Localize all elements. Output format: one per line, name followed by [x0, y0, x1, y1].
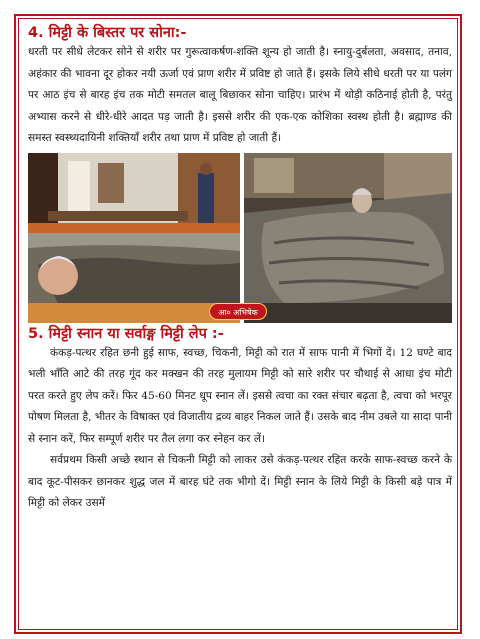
page-content — [28, 24, 452, 515]
section5-paragraph-2: सर्वप्रथम किसी अच्छे स्थान से चिकनी मिट्टी को लाकर उसे कंकड़-पत्थर रहित करके साफ-स्वच्छ करने के बाद कूट-पीसकर छानकर शुद्ध जल में बारह घंटे तक भीगो दें। मिट्टी स्नान के लिये मिट्टी के किसी बड़े पात्र में मिट्टी को लेकर उसमें — [28, 454, 452, 509]
photo-row — [28, 153, 452, 323]
mud-bath-woman-photo — [28, 153, 240, 323]
photo-credit-badge: आ० अभिषेक — [209, 303, 267, 320]
section4-paragraph: धरती पर सीधे लेटकर सोने से शरीर पर गुरूत्वाकर्षण-शक्ति शून्य हो जाती है। स्नायु-दुर्बलता, अवसाद, तनाव, अहंकार की भावना दूर होकर नयी ऊर्जा एवं प्राण शरीर में प्रविष्ट हो जाते हैं। इसके लिये सीधे धरती पर या पलंग पर आठ इंच से बारह इंच तक मोटी समतल बालू बिछाकर सोना चाहिए। प्रारंभ में थोड़ी कठिनाई होती है, परंतु अभ्यास करने से धीरे-धीरे आदत पड़ जाती है। इससे शरीर की एक-एक कोशिका स्वस्थ होती है। ब्रह्माण्ड की समस्त स्वस्थ्यदायिनी शक्तियाँ शरीर तथा प्राण में प्रविष्ट हो जाती हैं। — [28, 46, 452, 144]
section5-heading: 5. मिट्टी स्नान या सर्वाङ्ग मिट्टी लेप :- — [28, 325, 224, 342]
mud-bath-man-photo — [244, 153, 452, 323]
section4-heading: 4. मिट्टी के बिस्तर पर सोना:- — [28, 25, 187, 41]
section5-paragraph-1: कंकड़-पत्थर रहित छनी हुई साफ, स्वच्छ, चिकनी, मिट्टी को रात में साफ पानी में भिगों दें। 12 घण्टे बाद भली भाँति आटे की तरह गूंद कर मक्खन की तरह मुलायम मिट्टी को सारे शरीर पर चौथाई से आधा इंच मोटी परत करते हुए लेप करें। फिर 45-60 मिनट धूप स्नान लें। इससे त्वचा का रक्त संचार बढ़ता है, त्वचा को भरपूर पोषण मिलता है, भीतर के विषाक्त एवं विजातीय द्रव्य बाहर निकल जाते हैं। उसके बाद नीम उबले या सादा पानी से स्नान करें, फिर सम्पूर्ण शरीर पर तैल लगा कर स्नेहन कर लें। — [28, 346, 452, 445]
